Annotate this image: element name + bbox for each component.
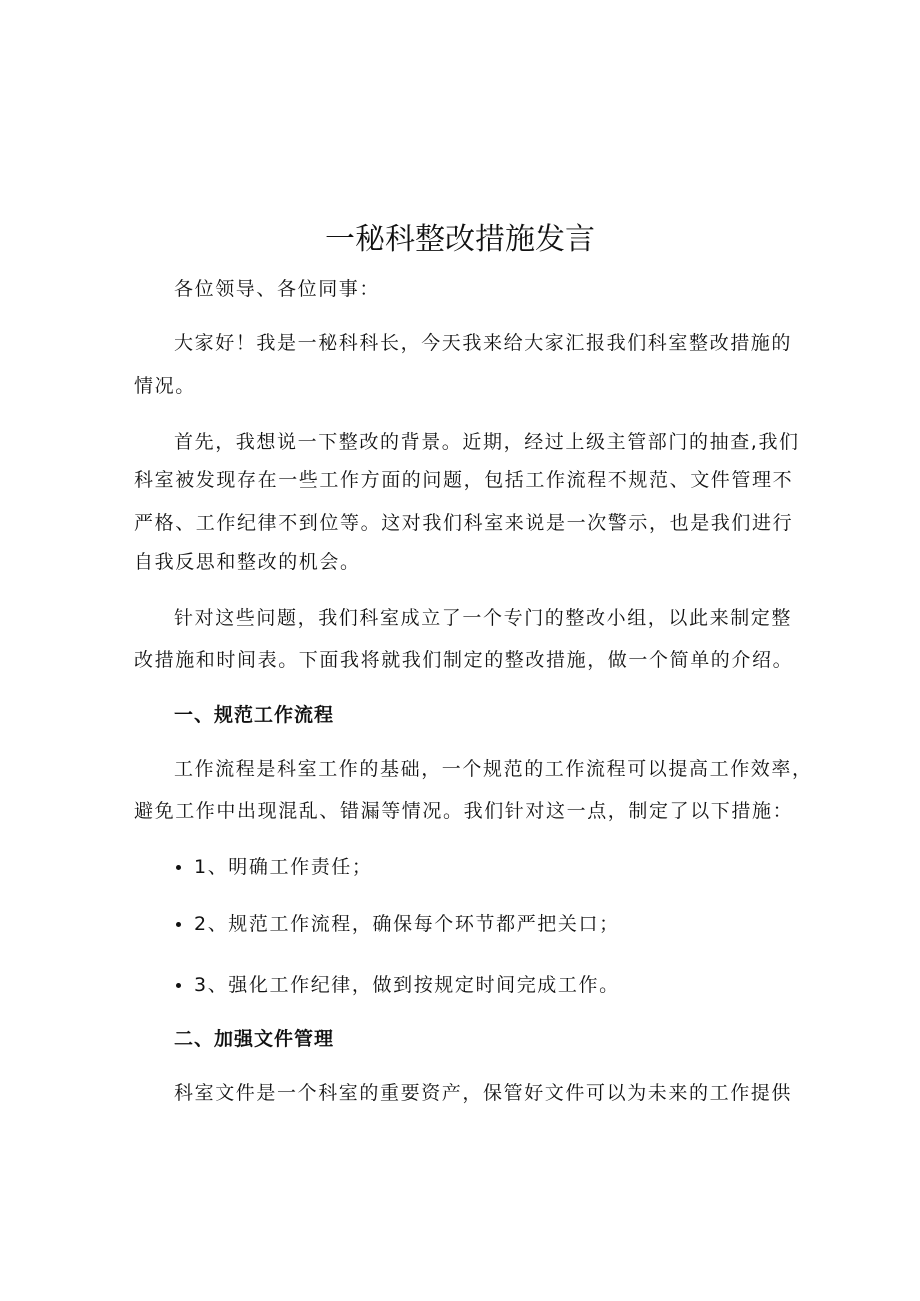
bullet-dot-1 bbox=[176, 865, 181, 870]
para3-line2: 改措施和时间表。下面我将就我们制定的整改措施，做一个简单的介绍。 bbox=[134, 649, 794, 671]
section2-heading: 二、加强文件管理 bbox=[174, 1028, 335, 1050]
document-title: 一秘科整改措施发言 bbox=[325, 222, 595, 257]
section2-line1: 科室文件是一个科室的重要资产，保管好文件可以为未来的工作提供 bbox=[174, 1082, 793, 1104]
para2-line3: 严格、工作纪律不到位等。这对我们科室来说是一次警示，也是我们进行 bbox=[134, 512, 794, 534]
para3-line1: 针对这些问题，我们科室成立了一个专门的整改小组，以此来制定整 bbox=[174, 607, 793, 629]
salutation: 各位领导、各位同事： bbox=[174, 278, 381, 300]
bullet-item-3: 3、强化工作纪律，做到按规定时间完成工作。 bbox=[194, 974, 620, 996]
bullet-item-2: 2、规范工作流程，确保每个环节都严把关口； bbox=[194, 913, 620, 935]
para2-line1: 首先，我想说一下整改的背景。近期，经过上级主管部门的抽查,我们 bbox=[174, 431, 800, 453]
para2-line4: 自我反思和整改的机会。 bbox=[134, 551, 361, 573]
section1-heading: 一、规范工作流程 bbox=[174, 704, 335, 726]
bullet-dot-3 bbox=[176, 983, 181, 988]
bullet-item-1: 1、明确工作责任； bbox=[194, 856, 373, 878]
para1-line2: 情况。 bbox=[134, 375, 196, 397]
section1-line2: 避免工作中出现混乱、错漏等情况。我们针对这一点，制定了以下措施： bbox=[134, 800, 794, 822]
section1-line1: 工作流程是科室工作的基础，一个规范的工作流程可以提高工作效率， bbox=[174, 758, 813, 780]
bullet-dot-2 bbox=[176, 922, 181, 927]
para1-line1: 大家好！我是一秘科科长，今天我来给大家汇报我们科室整改措施的 bbox=[174, 332, 793, 354]
para2-line2: 科室被发现存在一些工作方面的问题，包括工作流程不规范、文件管理不 bbox=[134, 469, 794, 491]
